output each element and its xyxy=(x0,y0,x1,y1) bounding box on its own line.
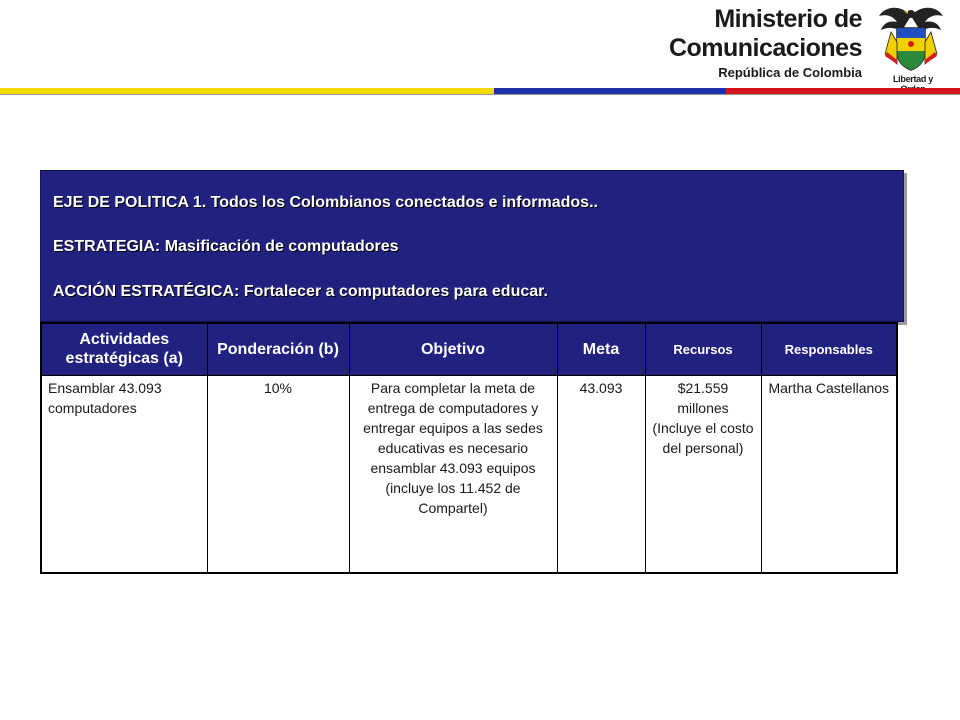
ministry-title-line1: Ministerio de xyxy=(714,5,862,33)
ministry-title-line2: Comunicaciones xyxy=(668,34,862,62)
header-meta: Meta xyxy=(557,323,645,375)
header-objetivo: Objetivo xyxy=(349,323,557,375)
activities-table xyxy=(40,322,898,574)
header-ponderacion: Ponderación (b) xyxy=(207,323,349,375)
header-recursos: Recursos xyxy=(645,323,761,375)
cell-actividades: Ensamblar 43.093 computadores xyxy=(41,375,207,573)
cell-ponderacion: 10% xyxy=(207,375,349,573)
header-actividades: Actividades estratégicas (a) xyxy=(41,323,207,375)
cell-responsables: Martha Castellanos xyxy=(761,375,897,573)
policy-eje: EJE DE POLITICA 1. Todos los Colombianos conectados e informados.. xyxy=(53,194,598,211)
cell-objetivo: Para completar la meta de entrega de computadores y entregar equipos a las sedes educativas es necesario ensamblar 43.093 equipos (incluye los 11.452 de Compartel) xyxy=(349,375,557,573)
table-header-row xyxy=(41,323,897,375)
country-name: República de Colombia xyxy=(718,65,862,80)
table-row xyxy=(41,375,897,573)
header-divider xyxy=(0,94,960,95)
policy-accion: ACCIÓN ESTRATÉGICA: Fortalecer a computadores para educar. xyxy=(53,283,548,300)
cell-meta: 43.093 xyxy=(557,375,645,573)
motto: Libertad y xyxy=(892,74,933,84)
header-responsables: Responsables xyxy=(761,323,897,375)
policy-box xyxy=(40,170,904,322)
policy-estrategia: ESTRATEGIA: Masificación de computadores xyxy=(53,238,399,255)
ministry-title xyxy=(669,4,862,82)
cell-recursos: $21.559 millones (Incluye el costo del personal) xyxy=(645,375,761,573)
